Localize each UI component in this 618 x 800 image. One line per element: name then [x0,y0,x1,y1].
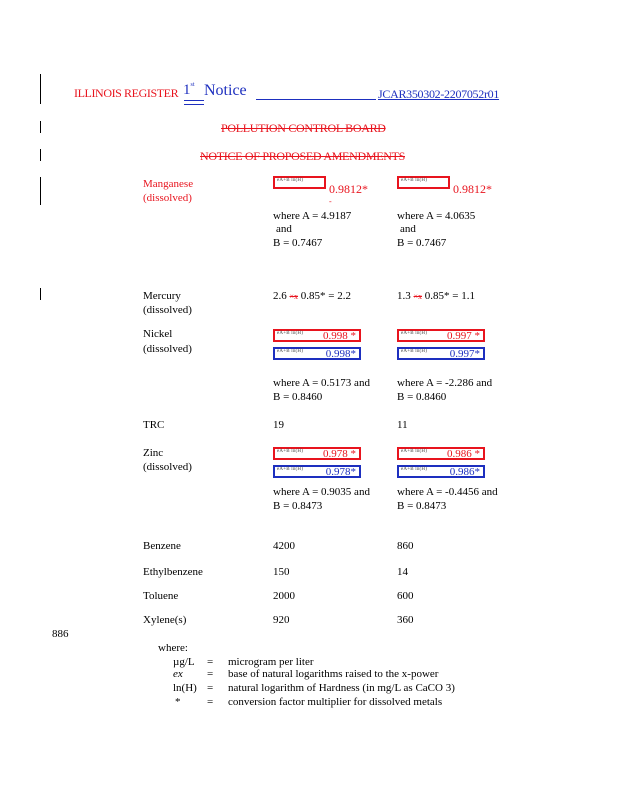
trc-c1: 19 [273,419,284,431]
trc-c2: 11 [397,419,408,431]
legend-desc: base of natural logarithms raised to the x-power [228,668,439,680]
formula-box-nickel-c2-red: eA+B ln(H) 0.997 * [397,329,485,342]
nickel-c2-b: B = 0.8460 [397,391,447,403]
formula-box-nickel-c1-blue: eA+B ln(H) 0.998* [273,347,361,360]
ethylbenzene-c1: 150 [273,566,290,578]
xylene-c2: 360 [397,614,414,626]
manganese-c2-where: where A = 4.0635 [397,210,476,222]
formula-box-manganese-c2: eA+B ln(H) [397,176,450,189]
zinc-dissolved: (dissolved) [143,461,192,473]
manganese-c2-b: B = 0.7467 [397,237,447,249]
register-title: ILLINOIS REGISTER [74,86,179,100]
nickel-c2-where: where A = -2.286 and [397,377,493,389]
benzene-c1: 4200 [273,540,295,552]
nickel-name: Nickel [143,328,173,340]
legend-eq: = [207,682,214,694]
page-mark-sup: st [190,82,195,88]
formula-box-nickel-c2-blue: eA+B ln(H) 0.997* [397,347,485,360]
nickel-c1-b: B = 0.8460 [273,391,323,403]
manganese-c2-and: and [400,223,416,235]
xylene-c1: 920 [273,614,290,626]
legend-sym: ex [173,668,183,680]
legend-where: where: [158,642,188,654]
toluene-c1: 2000 [273,590,295,602]
legend-desc: natural logarithm of Hardness (in mg/L as CaCO 3) [228,682,455,694]
zinc-c2-where: where A = -0.4456 and [397,486,498,498]
mercury-c2: 1.3 ×x 0.85* = 1.1 [397,290,475,302]
legend-eq: = [207,656,214,668]
header-rule [256,99,376,100]
manganese-c1-b: B = 0.7467 [273,237,323,249]
formula-box-zinc-c1-blue: eA+B ln(H) 0.978* [273,465,361,478]
insert-mark: - [329,197,332,206]
page-mark [183,82,195,99]
formula-box-zinc-c2-blue: eA+B ln(H) 0.986* [397,465,485,478]
zinc-name: Zinc [143,447,164,459]
mercury-name: Mercury [143,290,181,302]
mercury-c1: 2.6 ×x 0.85* = 2.2 [273,290,351,302]
legend-sym: * [175,696,181,708]
formula-box-zinc-c1-red: eA+B ln(H) 0.978 * [273,447,361,460]
zinc-c2-b: B = 0.8473 [397,500,447,512]
ethylbenzene-c2: 14 [397,566,408,578]
legend-eq: = [207,668,214,680]
jcar-code: JCAR350302-2207052r01 [378,87,500,101]
legend-sym: ln(H) [173,682,197,694]
legend-sym: µg/L [173,656,195,668]
page-mark-underline [184,100,204,101]
change-bar [40,177,41,205]
manganese-dissolved: (dissolved) [143,192,192,204]
mercury-dissolved: (dissolved) [143,304,192,316]
nickel-dissolved: (dissolved) [143,343,192,355]
toluene-c2: 600 [397,590,414,602]
zinc-c1-b: B = 0.8473 [273,500,323,512]
benzene-c2: 860 [397,540,414,552]
legend-desc: conversion factor multiplier for dissolved metals [228,696,443,708]
zinc-c1-where: where A = 0.9035 and [273,486,370,498]
manganese-name: Manganese [143,178,194,190]
page-number: 886 [52,628,69,640]
manganese-c1-where: where A = 4.9187 [273,210,352,222]
change-bar [40,149,41,161]
formula-box-nickel-c1-red: eA+B ln(H) 0.998 * [273,329,361,342]
manganese-c1-value: 0.9812* [329,182,368,196]
trc-name: TRC [143,419,165,431]
legend-eq: = [207,696,214,708]
manganese-c1-and: and [276,223,292,235]
change-bar [40,74,41,104]
xylene-name: Xylene(s) [143,614,187,626]
nickel-c1-where: where A = 0.5173 and [273,377,370,389]
legend-desc: microgram per liter [228,656,314,668]
formula-box-zinc-c2-red: eA+B ln(H) 0.986 * [397,447,485,460]
board-title: POLLUTION CONTROL BOARD [221,121,386,135]
page-mark-num: 1 [183,82,191,98]
benzene-name: Benzene [143,540,181,552]
change-bar [40,121,41,133]
ethylbenzene-name: Ethylbenzene [143,566,203,578]
formula-box-manganese-c1: eA+B ln(H) [273,176,326,189]
page-mark-underline [184,104,204,105]
manganese-c2-value: 0.9812* [453,182,492,196]
notice-title: NOTICE OF PROPOSED AMENDMENTS [200,149,405,163]
change-bar [40,288,41,300]
toluene-name: Toluene [143,590,179,602]
notice-heading: Notice [204,82,247,99]
